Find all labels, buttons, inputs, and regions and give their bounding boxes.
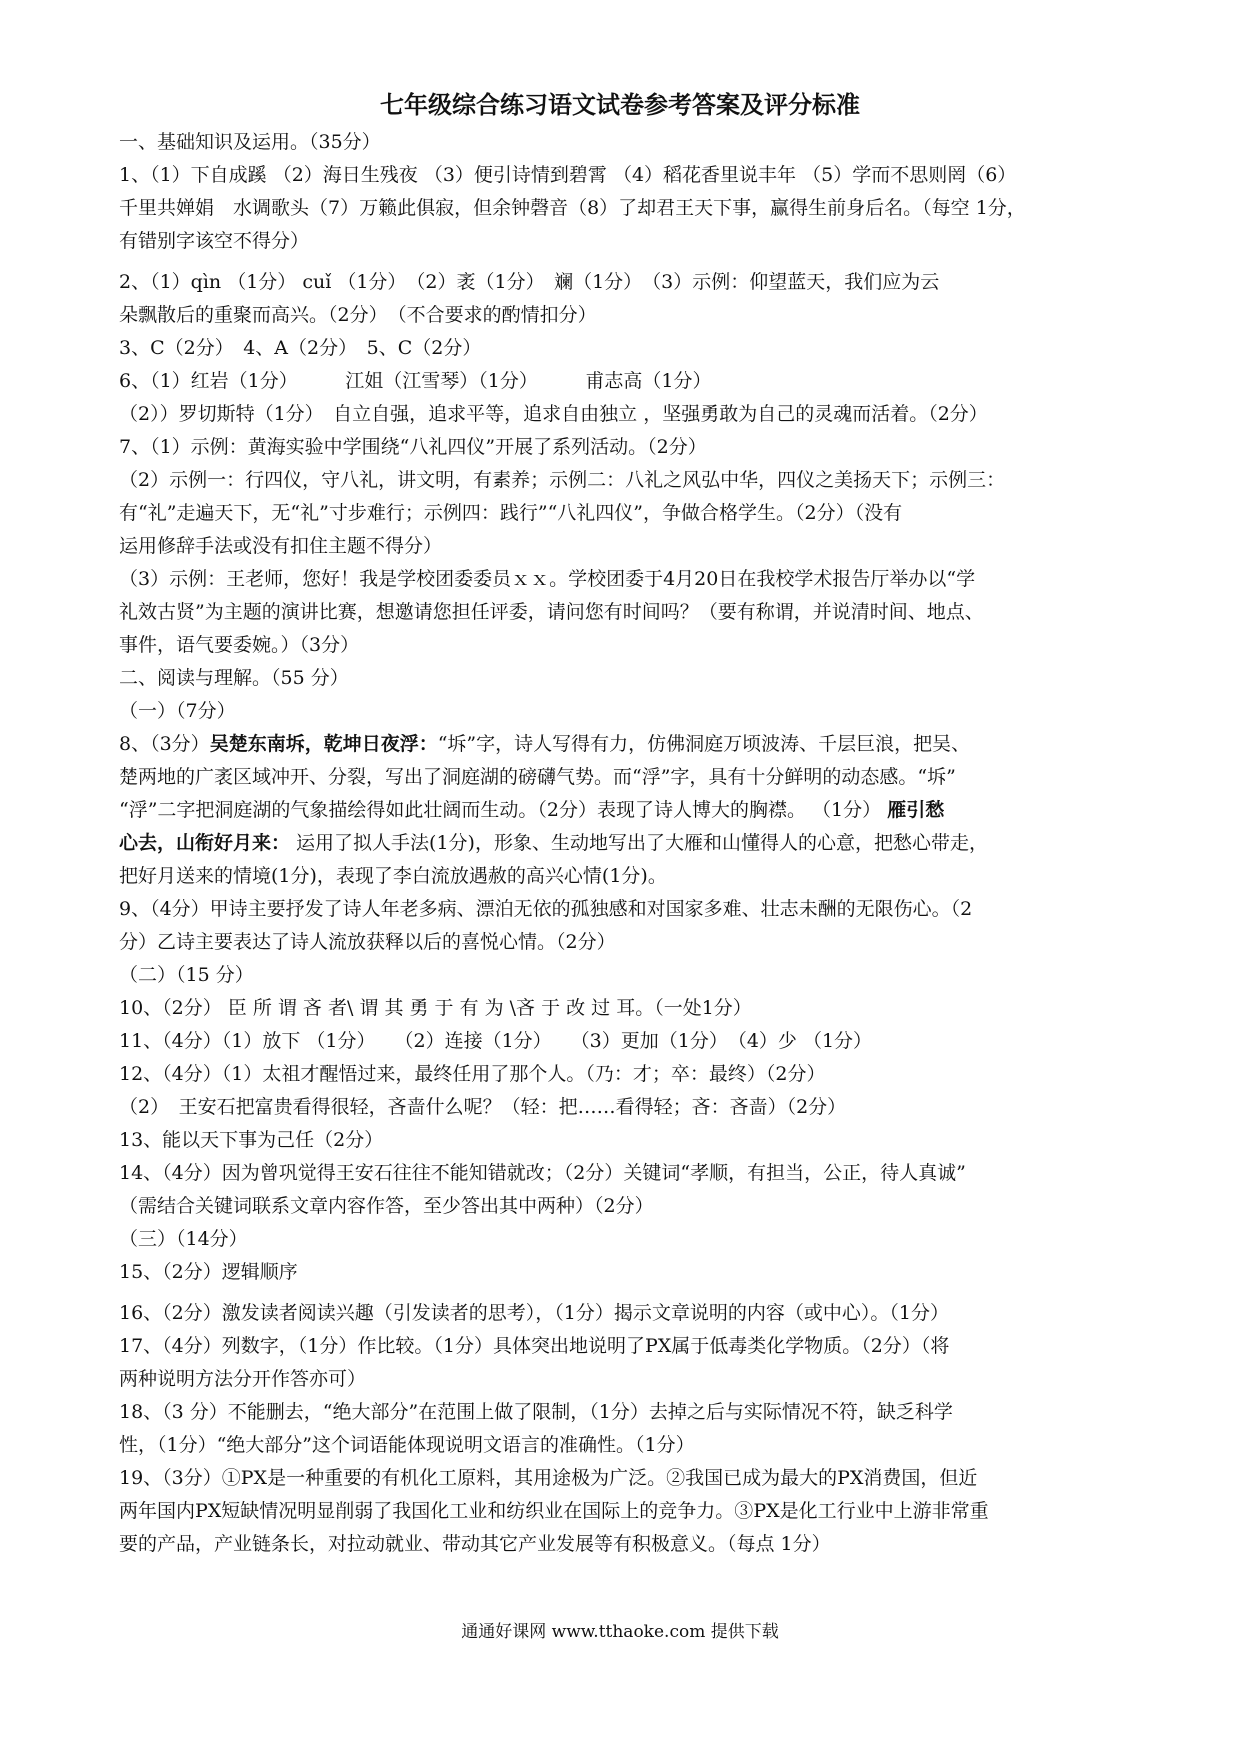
text-line (119, 1462, 1129, 1495)
text-line (119, 365, 1129, 398)
answer-body (119, 126, 1129, 1561)
text-line (119, 1091, 1129, 1124)
footer-credit: 通通好课网 www.tthaoke.com 提供下载 (461, 1622, 779, 1642)
text-segment: 运用了拟人手法(1分)，形象、生动地写出了大雁和山懂得人的心意，把愁心带走， (290, 832, 988, 854)
text-segment: 6、（1）红岩（1分） 江姐（江雪琴）（1分） 甫志高（1分） (119, 370, 712, 392)
text-segment: （3）示例：王老师，您好！我是学校团委委员ｘｘ。学校团委于4月20日在我校学术报告厅举办以“学 (119, 568, 976, 590)
text-line (119, 794, 1129, 827)
text-segment: 雁引愁 (887, 799, 945, 821)
text-line (119, 563, 1129, 596)
text-line (119, 893, 1129, 926)
text-line (119, 1363, 1129, 1396)
text-line (119, 299, 1129, 332)
text-segment: （需结合关键词联系文章内容作答，至少答出其中两种）（2分） (119, 1195, 654, 1217)
text-line (119, 192, 1129, 225)
text-segment: 二、阅读与理解。（55 分） (119, 667, 349, 689)
text-segment: 3、C（2分） 4、A（2分） 5、C（2分） (119, 337, 482, 359)
text-line (119, 1528, 1129, 1561)
document-title: 七年级综合练习语文试卷参考答案及评分标准 (380, 90, 860, 119)
text-line (119, 398, 1129, 431)
text-line (119, 1058, 1129, 1091)
text-segment: “浮”二字把洞庭湖的气象描绘得如此壮阔而生动。（2分）表现了诗人博大的胸襟。 （1分） (119, 799, 888, 821)
text-segment: “坼”字，诗人写得有力，仿佛洞庭万顷波涛、千层巨浪，把吴、 (437, 733, 971, 755)
text-line (119, 1223, 1129, 1256)
text-line (119, 662, 1129, 695)
text-line (119, 1124, 1129, 1157)
text-line (119, 1025, 1129, 1058)
text-segment: （三）（14分） (119, 1228, 248, 1250)
text-segment: 楚两地的广袤区域冲开、分裂，写出了洞庭湖的磅礴气势。而“浮”字，具有十分鲜明的动态感。“坼” (119, 766, 956, 788)
text-segment: 吴楚东南坼，乾坤日夜浮： (209, 733, 438, 755)
text-segment: 事件，语气要委婉。）（3分） (119, 634, 360, 656)
text-line (119, 1297, 1129, 1330)
text-segment: （2））罗切斯特（1分） 自立自强，追求平等，追求自由独立 ，坚强勇敢为自己的灵魂而活着。（2分） (119, 403, 988, 425)
text-line (119, 225, 1129, 258)
text-line (119, 431, 1129, 464)
text-segment: （2）示例一：行四仪，守八礼，讲文明，有素养；示例二：八礼之风弘中华，四仪之美扬天下；示例三： (119, 469, 1006, 491)
text-line (119, 1330, 1129, 1363)
text-segment: 1、（1）下自成蹊 （2）海日生残夜 （3）便引诗情到碧霄 （4）稻花香里说丰年 （5）学而不思则罔（6） (119, 164, 1017, 186)
text-segment: （二）（15 分） (119, 964, 254, 986)
text-line (119, 332, 1129, 365)
text-line (119, 695, 1129, 728)
text-line (119, 126, 1129, 159)
text-line (119, 530, 1129, 563)
text-line (119, 464, 1129, 497)
text-line (119, 1429, 1129, 1462)
text-line (119, 992, 1129, 1025)
text-line (119, 266, 1129, 299)
text-segment: 14、（4分）因为曾巩觉得王安石往往不能知错就改；（2分）关键词“孝顺，有担当，公正，待人真诚” (119, 1162, 966, 1184)
text-segment: 性，（1分）“绝大部分”这个词语能体现说明文语言的准确性。（1分） (119, 1434, 695, 1456)
text-line (119, 1256, 1129, 1289)
text-segment: 心去，山衔好月来： (119, 832, 291, 854)
text-segment: 分）乙诗主要表达了诗人流放获释以后的喜悦心情。（2分） (119, 931, 616, 953)
text-line (119, 1157, 1129, 1190)
text-segment: 7、（1）示例：黄海实验中学围绕“八礼四仪”开展了系列活动。（2分） (119, 436, 707, 458)
text-segment: 要的产品，产业链条长，对拉动就业、带动其它产业发展等有积极意义。（每点 1分） (119, 1533, 831, 1555)
text-segment: 朵飘散后的重聚而高兴。（2分） （不合要求的酌情扣分） (119, 304, 597, 326)
text-segment: 18、（3 分）不能删去，“绝大部分”在范围上做了限制，（1分）去掉之后与实际情况不符，缺乏科学 (119, 1401, 953, 1423)
text-line (119, 629, 1129, 662)
text-line (119, 926, 1129, 959)
text-segment: 把好月送来的情境(1分)，表现了李白流放遇赦的高兴心情(1分)。 (119, 865, 667, 887)
text-segment: 有错别字该空不得分） (119, 230, 310, 252)
text-segment: 有“礼”走遍天下，无“礼”寸步难行；示例四：践行”“八礼四仪”，争做合格学生。（2分）（没有 (119, 502, 903, 524)
text-segment: 11、（4分）（1）放下 （1分） （2）连接（1分） （3）更加（1分） （4）少 （1分） (119, 1030, 873, 1052)
text-line (119, 1190, 1129, 1223)
text-segment: 12、（4分）（1）太祖才醒悟过来，最终任用了那个人。（乃：才；卒：最终）（2分） (119, 1063, 826, 1085)
text-line (119, 159, 1129, 192)
text-line (119, 1495, 1129, 1528)
text-line (119, 497, 1129, 530)
text-segment: 8、（3分） (119, 733, 210, 755)
text-segment: 9、（4分）甲诗主要抒发了诗人年老多病、漂泊无依的孤独感和对国家多难、壮志未酬的无限伤心。（2 (119, 898, 973, 920)
text-segment: 16、（2分）激发读者阅读兴趣（引发读者的思考），（1分）揭示文章说明的内容（或中心）。（1分） (119, 1302, 949, 1324)
text-line (119, 827, 1129, 860)
text-segment: 一、基础知识及运用。（35分） (119, 131, 381, 153)
text-segment: （2） 王安石把富贵看得很轻，吝啬什么呢？（轻：把……看得轻；吝：吝啬）（2分） (119, 1096, 847, 1118)
text-line (119, 728, 1129, 761)
text-segment: 15、（2分）逻辑顺序 (119, 1261, 298, 1283)
text-line (119, 860, 1129, 893)
text-line (119, 1396, 1129, 1429)
text-line (119, 761, 1129, 794)
text-segment: 千里共婵娟 水调歌头（7）万籁此俱寂，但余钟磬音（8）了却君王天下事，赢得生前身后名。（每空 1分， (119, 197, 1026, 219)
text-segment: 两年国内PX短缺情况明显削弱了我国化工业和纺织业在国际上的竞争力。③PX是化工行业中上游非常重 (119, 1500, 989, 1522)
text-segment: 10、（2分） 臣 所 谓 吝 者\ 谓 其 勇 于 有 为 \吝 于 改 过 耳。（一处1分） (119, 997, 752, 1019)
text-segment: （一）（7分） (119, 700, 236, 722)
text-line (119, 596, 1129, 629)
text-segment: 13、能以天下事为己任（2分） (119, 1129, 384, 1151)
text-segment: 运用修辞手法或没有扣住主题不得分） (119, 535, 443, 557)
text-line (119, 959, 1129, 992)
text-segment: 2、（1）qìn （1分） cuǐ （1分） （2）袤（1分） 斓（1分） （3）示例：仰望蓝天，我们应为云 (119, 271, 940, 293)
text-segment: 礼效古贤”为主题的演讲比赛，想邀请您担任评委，请问您有时间吗？（要有称谓，并说清时间、地点、 (119, 601, 984, 623)
text-segment: 17、（4分）列数字，（1分）作比较。（1分）具体突出地说明了PX属于低毒类化学物质。（2分）（将 (119, 1335, 950, 1357)
text-segment: 19、（3分）①PX是一种重要的有机化工原料，其用途极为广泛。②我国已成为最大的PX消费国，但近 (119, 1467, 978, 1489)
text-segment: 两种说明方法分开作答亦可） (119, 1368, 367, 1390)
